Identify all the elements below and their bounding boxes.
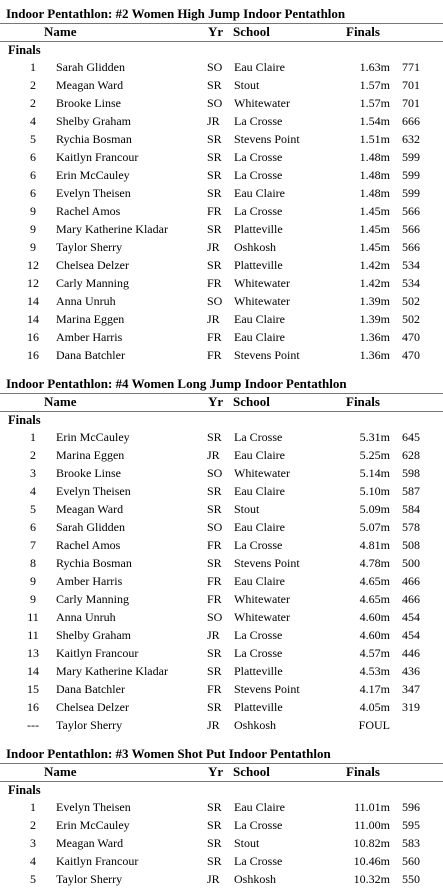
year-cell: SR: [207, 258, 222, 272]
points-cell: 587: [402, 484, 420, 498]
year-cell: SR: [207, 430, 222, 444]
table-row: [0, 256, 443, 274]
points-cell: 502: [402, 294, 420, 308]
place-cell: 1: [30, 430, 36, 444]
mark-cell: 4.17m: [359, 682, 390, 696]
place-cell: 2: [30, 448, 36, 462]
year-cell: SR: [207, 700, 222, 714]
school-cell: La Crosse: [234, 646, 283, 660]
school-cell: Stout: [234, 78, 260, 92]
athlete-name-cell: Mary Katherine Kladar: [56, 664, 168, 678]
mark-cell: 5.25m: [359, 448, 390, 462]
school-cell: Whitewater: [234, 294, 290, 308]
place-cell: 6: [30, 520, 36, 534]
year-cell: JR: [207, 718, 220, 732]
points-cell: 596: [402, 800, 420, 814]
table-row: [0, 220, 443, 238]
athlete-name-cell: Taylor Sherry: [56, 240, 123, 254]
place-cell: ---: [27, 718, 39, 732]
athlete-name-cell: Kaitlyn Francour: [56, 854, 139, 868]
school-cell: Eau Claire: [234, 484, 285, 498]
school-cell: Whitewater: [234, 276, 290, 290]
place-cell: 6: [30, 186, 36, 200]
mark-cell: 10.82m: [353, 836, 390, 850]
place-cell: 5: [30, 132, 36, 146]
year-cell: SR: [207, 168, 222, 182]
points-cell: 599: [402, 168, 420, 182]
points-cell: 701: [402, 96, 420, 110]
school-cell: Eau Claire: [234, 312, 285, 326]
points-cell: 599: [402, 186, 420, 200]
column-header-row: [0, 763, 443, 782]
school-cell: Stevens Point: [234, 556, 300, 570]
athlete-name-cell: Rychia Bosman: [56, 132, 132, 146]
athlete-name-cell: Marina Eggen: [56, 448, 125, 462]
event-title: Indoor Pentathlon: #2 Women High Jump Indoor Pentathlon: [6, 6, 346, 21]
school-cell: Eau Claire: [234, 330, 285, 344]
athlete-name-cell: Erin McCauley: [56, 168, 130, 182]
year-cell: SO: [207, 520, 223, 534]
school-cell: Eau Claire: [234, 574, 285, 588]
year-cell: SR: [207, 556, 222, 570]
year-cell: FR: [207, 348, 222, 362]
table-row: [0, 274, 443, 292]
event-title: Indoor Pentathlon: #3 Women Shot Put Indoor Pentathlon: [6, 746, 331, 761]
points-cell: 566: [402, 222, 420, 236]
place-cell: 9: [30, 222, 36, 236]
points-cell: 583: [402, 836, 420, 850]
results-table: [0, 58, 443, 364]
school-cell: La Crosse: [234, 204, 283, 218]
column-header-school: School: [233, 764, 270, 779]
points-cell: 578: [402, 520, 420, 534]
athlete-name-cell: Evelyn Theisen: [56, 484, 131, 498]
points-cell: 632: [402, 132, 420, 146]
athlete-name-cell: Anna Unruh: [56, 610, 116, 624]
place-cell: 16: [27, 700, 39, 714]
table-row: [0, 536, 443, 554]
table-row: [0, 464, 443, 482]
points-cell: 560: [402, 854, 420, 868]
school-cell: La Crosse: [234, 818, 283, 832]
place-cell: 2: [30, 78, 36, 92]
points-cell: 534: [402, 258, 420, 272]
table-row: [0, 518, 443, 536]
year-cell: SR: [207, 646, 222, 660]
place-cell: 1: [30, 60, 36, 74]
column-header-row: [0, 23, 443, 42]
table-row: [0, 572, 443, 590]
athlete-name-cell: Erin McCauley: [56, 430, 130, 444]
year-cell: FR: [207, 538, 222, 552]
athlete-name-cell: Rychia Bosman: [56, 556, 132, 570]
mark-cell: 1.39m: [359, 312, 390, 326]
mark-cell: 1.42m: [359, 276, 390, 290]
column-header-row: [0, 393, 443, 412]
athlete-name-cell: Dana Batchler: [56, 682, 125, 696]
place-cell: 4: [30, 854, 36, 868]
mark-cell: 1.45m: [359, 240, 390, 254]
athlete-name-cell: Amber Harris: [56, 330, 123, 344]
place-cell: 12: [27, 258, 39, 272]
place-cell: 1: [30, 800, 36, 814]
points-cell: 566: [402, 204, 420, 218]
year-cell: JR: [207, 872, 220, 886]
year-cell: FR: [207, 682, 222, 696]
year-cell: FR: [207, 574, 222, 588]
table-row: [0, 852, 443, 870]
column-header-name: Name: [44, 24, 77, 39]
school-cell: Oshkosh: [234, 718, 277, 732]
points-cell: 598: [402, 466, 420, 480]
results-table: [0, 428, 443, 734]
year-cell: FR: [207, 276, 222, 290]
school-cell: Stevens Point: [234, 682, 300, 696]
place-cell: 6: [30, 168, 36, 182]
athlete-name-cell: Rachel Amos: [56, 538, 121, 552]
year-cell: JR: [207, 240, 220, 254]
place-cell: 12: [27, 276, 39, 290]
athlete-name-cell: Evelyn Theisen: [56, 186, 131, 200]
mark-cell: 4.78m: [359, 556, 390, 570]
year-cell: SR: [207, 836, 222, 850]
athlete-name-cell: Brooke Linse: [56, 96, 121, 110]
athlete-name-cell: Sarah Glidden: [56, 520, 125, 534]
athlete-name-cell: Chelsea Delzer: [56, 700, 129, 714]
school-cell: Platteville: [234, 700, 283, 714]
school-cell: Platteville: [234, 222, 283, 236]
mark-cell: 1.48m: [359, 186, 390, 200]
points-cell: 466: [402, 574, 420, 588]
table-row: [0, 166, 443, 184]
points-cell: 454: [402, 628, 420, 642]
school-cell: Eau Claire: [234, 800, 285, 814]
mark-cell: 1.54m: [359, 114, 390, 128]
school-cell: Oshkosh: [234, 240, 277, 254]
mark-cell: 11.00m: [354, 818, 390, 832]
mark-cell: 1.45m: [359, 204, 390, 218]
year-cell: FR: [207, 330, 222, 344]
mark-cell: 1.57m: [359, 96, 390, 110]
school-cell: La Crosse: [234, 114, 283, 128]
place-cell: 14: [27, 312, 39, 326]
points-cell: 534: [402, 276, 420, 290]
school-cell: La Crosse: [234, 628, 283, 642]
points-cell: 470: [402, 330, 420, 344]
points-cell: 502: [402, 312, 420, 326]
year-cell: SO: [207, 96, 223, 110]
place-cell: 9: [30, 204, 36, 218]
points-cell: 508: [402, 538, 420, 552]
mark-cell: 5.10m: [359, 484, 390, 498]
points-cell: 566: [402, 240, 420, 254]
athlete-name-cell: Taylor Sherry: [56, 872, 123, 886]
column-header-school: School: [233, 394, 270, 409]
school-cell: Platteville: [234, 664, 283, 678]
mark-cell: 1.57m: [359, 78, 390, 92]
table-row: [0, 834, 443, 852]
athlete-name-cell: Sarah Glidden: [56, 60, 125, 74]
athlete-name-cell: Evelyn Theisen: [56, 800, 131, 814]
place-cell: 6: [30, 150, 36, 164]
place-cell: 9: [30, 592, 36, 606]
mark-cell: 4.60m: [359, 628, 390, 642]
table-row: [0, 130, 443, 148]
mark-cell: 5.07m: [359, 520, 390, 534]
school-cell: Stevens Point: [234, 132, 300, 146]
place-cell: 16: [27, 330, 39, 344]
table-row: [0, 662, 443, 680]
round-label: Finals: [8, 783, 41, 797]
athlete-name-cell: Dana Batchler: [56, 348, 125, 362]
athlete-name-cell: Meagan Ward: [56, 836, 124, 850]
points-cell: 319: [402, 700, 420, 714]
table-row: [0, 76, 443, 94]
year-cell: SO: [207, 60, 223, 74]
athlete-name-cell: Carly Manning: [56, 592, 129, 606]
year-cell: JR: [207, 312, 220, 326]
year-cell: SR: [207, 502, 222, 516]
points-cell: 595: [402, 818, 420, 832]
mark-cell: 5.31m: [359, 430, 390, 444]
year-cell: SO: [207, 610, 223, 624]
table-row: [0, 292, 443, 310]
column-header-finals: Finals: [346, 764, 380, 779]
mark-cell: 11.01m: [354, 800, 390, 814]
place-cell: 11: [27, 628, 39, 642]
round-label: Finals: [8, 413, 41, 427]
mark-cell: 5.09m: [359, 502, 390, 516]
place-cell: 7: [30, 538, 36, 552]
round-label: Finals: [8, 43, 41, 57]
school-cell: La Crosse: [234, 150, 283, 164]
athlete-name-cell: Kaitlyn Francour: [56, 150, 139, 164]
school-cell: La Crosse: [234, 854, 283, 868]
school-cell: Stevens Point: [234, 348, 300, 362]
school-cell: La Crosse: [234, 538, 283, 552]
table-row: [0, 870, 443, 888]
table-row: [0, 608, 443, 626]
year-cell: FR: [207, 592, 222, 606]
school-cell: La Crosse: [234, 168, 283, 182]
mark-cell: FOUL: [358, 718, 390, 732]
table-row: [0, 554, 443, 572]
column-header-finals: Finals: [346, 24, 380, 39]
mark-cell: 1.42m: [359, 258, 390, 272]
year-cell: SO: [207, 294, 223, 308]
table-row: [0, 112, 443, 130]
place-cell: 9: [30, 240, 36, 254]
table-row: [0, 328, 443, 346]
table-row: [0, 94, 443, 112]
athlete-name-cell: Brooke Linse: [56, 466, 121, 480]
place-cell: 13: [27, 646, 39, 660]
year-cell: JR: [207, 114, 220, 128]
mark-cell: 10.46m: [353, 854, 390, 868]
points-cell: 628: [402, 448, 420, 462]
place-cell: 8: [30, 556, 36, 570]
athlete-name-cell: Mary Katherine Kladar: [56, 222, 168, 236]
school-cell: Eau Claire: [234, 186, 285, 200]
athlete-name-cell: Meagan Ward: [56, 78, 124, 92]
place-cell: 3: [30, 466, 36, 480]
table-row: [0, 500, 443, 518]
table-row: [0, 644, 443, 662]
place-cell: 5: [30, 872, 36, 886]
year-cell: SR: [207, 78, 222, 92]
table-row: [0, 816, 443, 834]
mark-cell: 4.81m: [359, 538, 390, 552]
year-cell: FR: [207, 204, 222, 218]
table-row: [0, 698, 443, 716]
points-cell: 701: [402, 78, 420, 92]
mark-cell: 1.45m: [359, 222, 390, 236]
points-cell: 347: [402, 682, 420, 696]
athlete-name-cell: Marina Eggen: [56, 312, 125, 326]
place-cell: 14: [27, 664, 39, 678]
points-cell: 454: [402, 610, 420, 624]
table-row: [0, 310, 443, 328]
table-row: [0, 680, 443, 698]
column-header-school: School: [233, 24, 270, 39]
year-cell: JR: [207, 628, 220, 642]
points-cell: 599: [402, 150, 420, 164]
athlete-name-cell: Amber Harris: [56, 574, 123, 588]
athlete-name-cell: Meagan Ward: [56, 502, 124, 516]
place-cell: 11: [27, 610, 39, 624]
column-header-yr: Yr: [208, 764, 224, 779]
column-header-yr: Yr: [208, 24, 224, 39]
mark-cell: 10.32m: [353, 872, 390, 886]
mark-cell: 5.14m: [359, 466, 390, 480]
mark-cell: 4.57m: [359, 646, 390, 660]
mark-cell: 1.36m: [359, 330, 390, 344]
athlete-name-cell: Rachel Amos: [56, 204, 121, 218]
points-cell: 550: [402, 872, 420, 886]
column-header-yr: Yr: [208, 394, 224, 409]
athlete-name-cell: Shelby Graham: [56, 628, 131, 642]
mark-cell: 4.65m: [359, 574, 390, 588]
table-row: [0, 202, 443, 220]
mark-cell: 1.48m: [359, 150, 390, 164]
year-cell: SR: [207, 664, 222, 678]
mark-cell: 1.51m: [359, 132, 390, 146]
athlete-name-cell: Shelby Graham: [56, 114, 131, 128]
year-cell: SR: [207, 132, 222, 146]
points-cell: 470: [402, 348, 420, 362]
place-cell: 16: [27, 348, 39, 362]
table-row: [0, 482, 443, 500]
year-cell: JR: [207, 448, 220, 462]
school-cell: Eau Claire: [234, 520, 285, 534]
year-cell: SR: [207, 800, 222, 814]
points-cell: 771: [402, 60, 420, 74]
school-cell: Eau Claire: [234, 448, 285, 462]
table-row: [0, 58, 443, 76]
school-cell: Whitewater: [234, 610, 290, 624]
table-row: [0, 346, 443, 364]
year-cell: SR: [207, 186, 222, 200]
athlete-name-cell: Anna Unruh: [56, 294, 116, 308]
table-row: [0, 428, 443, 446]
table-row: [0, 148, 443, 166]
mark-cell: 4.05m: [359, 700, 390, 714]
place-cell: 5: [30, 502, 36, 516]
points-cell: 666: [402, 114, 420, 128]
points-cell: 584: [402, 502, 420, 516]
table-row: [0, 798, 443, 816]
school-cell: Whitewater: [234, 592, 290, 606]
column-header-name: Name: [44, 394, 77, 409]
year-cell: SR: [207, 222, 222, 236]
athlete-name-cell: Carly Manning: [56, 276, 129, 290]
table-row: [0, 446, 443, 464]
table-row: [0, 626, 443, 644]
place-cell: 14: [27, 294, 39, 308]
column-header-finals: Finals: [346, 394, 380, 409]
points-cell: 466: [402, 592, 420, 606]
school-cell: La Crosse: [234, 430, 283, 444]
points-cell: 436: [402, 664, 420, 678]
place-cell: 2: [30, 818, 36, 832]
place-cell: 2: [30, 96, 36, 110]
year-cell: SR: [207, 854, 222, 868]
points-cell: 500: [402, 556, 420, 570]
athlete-name-cell: Taylor Sherry: [56, 718, 123, 732]
mark-cell: 4.53m: [359, 664, 390, 678]
mark-cell: 1.36m: [359, 348, 390, 362]
mark-cell: 1.39m: [359, 294, 390, 308]
school-cell: Platteville: [234, 258, 283, 272]
school-cell: Whitewater: [234, 96, 290, 110]
school-cell: Stout: [234, 836, 260, 850]
table-row: [0, 590, 443, 608]
mark-cell: 4.65m: [359, 592, 390, 606]
place-cell: 4: [30, 484, 36, 498]
mark-cell: 1.63m: [359, 60, 390, 74]
athlete-name-cell: Kaitlyn Francour: [56, 646, 139, 660]
place-cell: 4: [30, 114, 36, 128]
mark-cell: 4.60m: [359, 610, 390, 624]
athlete-name-cell: Chelsea Delzer: [56, 258, 129, 272]
year-cell: SR: [207, 484, 222, 498]
table-row: [0, 716, 443, 734]
place-cell: 3: [30, 836, 36, 850]
points-cell: 645: [402, 430, 420, 444]
year-cell: SO: [207, 466, 223, 480]
results-table: [0, 798, 443, 888]
column-header-name: Name: [44, 764, 77, 779]
athlete-name-cell: Erin McCauley: [56, 818, 130, 832]
place-cell: 15: [27, 682, 39, 696]
school-cell: Oshkosh: [234, 872, 277, 886]
mark-cell: 1.48m: [359, 168, 390, 182]
school-cell: Stout: [234, 502, 260, 516]
table-row: [0, 238, 443, 256]
event-title: Indoor Pentathlon: #4 Women Long Jump Indoor Pentathlon: [6, 376, 347, 391]
table-row: [0, 184, 443, 202]
year-cell: SR: [207, 150, 222, 164]
year-cell: SR: [207, 818, 222, 832]
points-cell: 446: [402, 646, 420, 660]
school-cell: Whitewater: [234, 466, 290, 480]
place-cell: 9: [30, 574, 36, 588]
school-cell: Eau Claire: [234, 60, 285, 74]
